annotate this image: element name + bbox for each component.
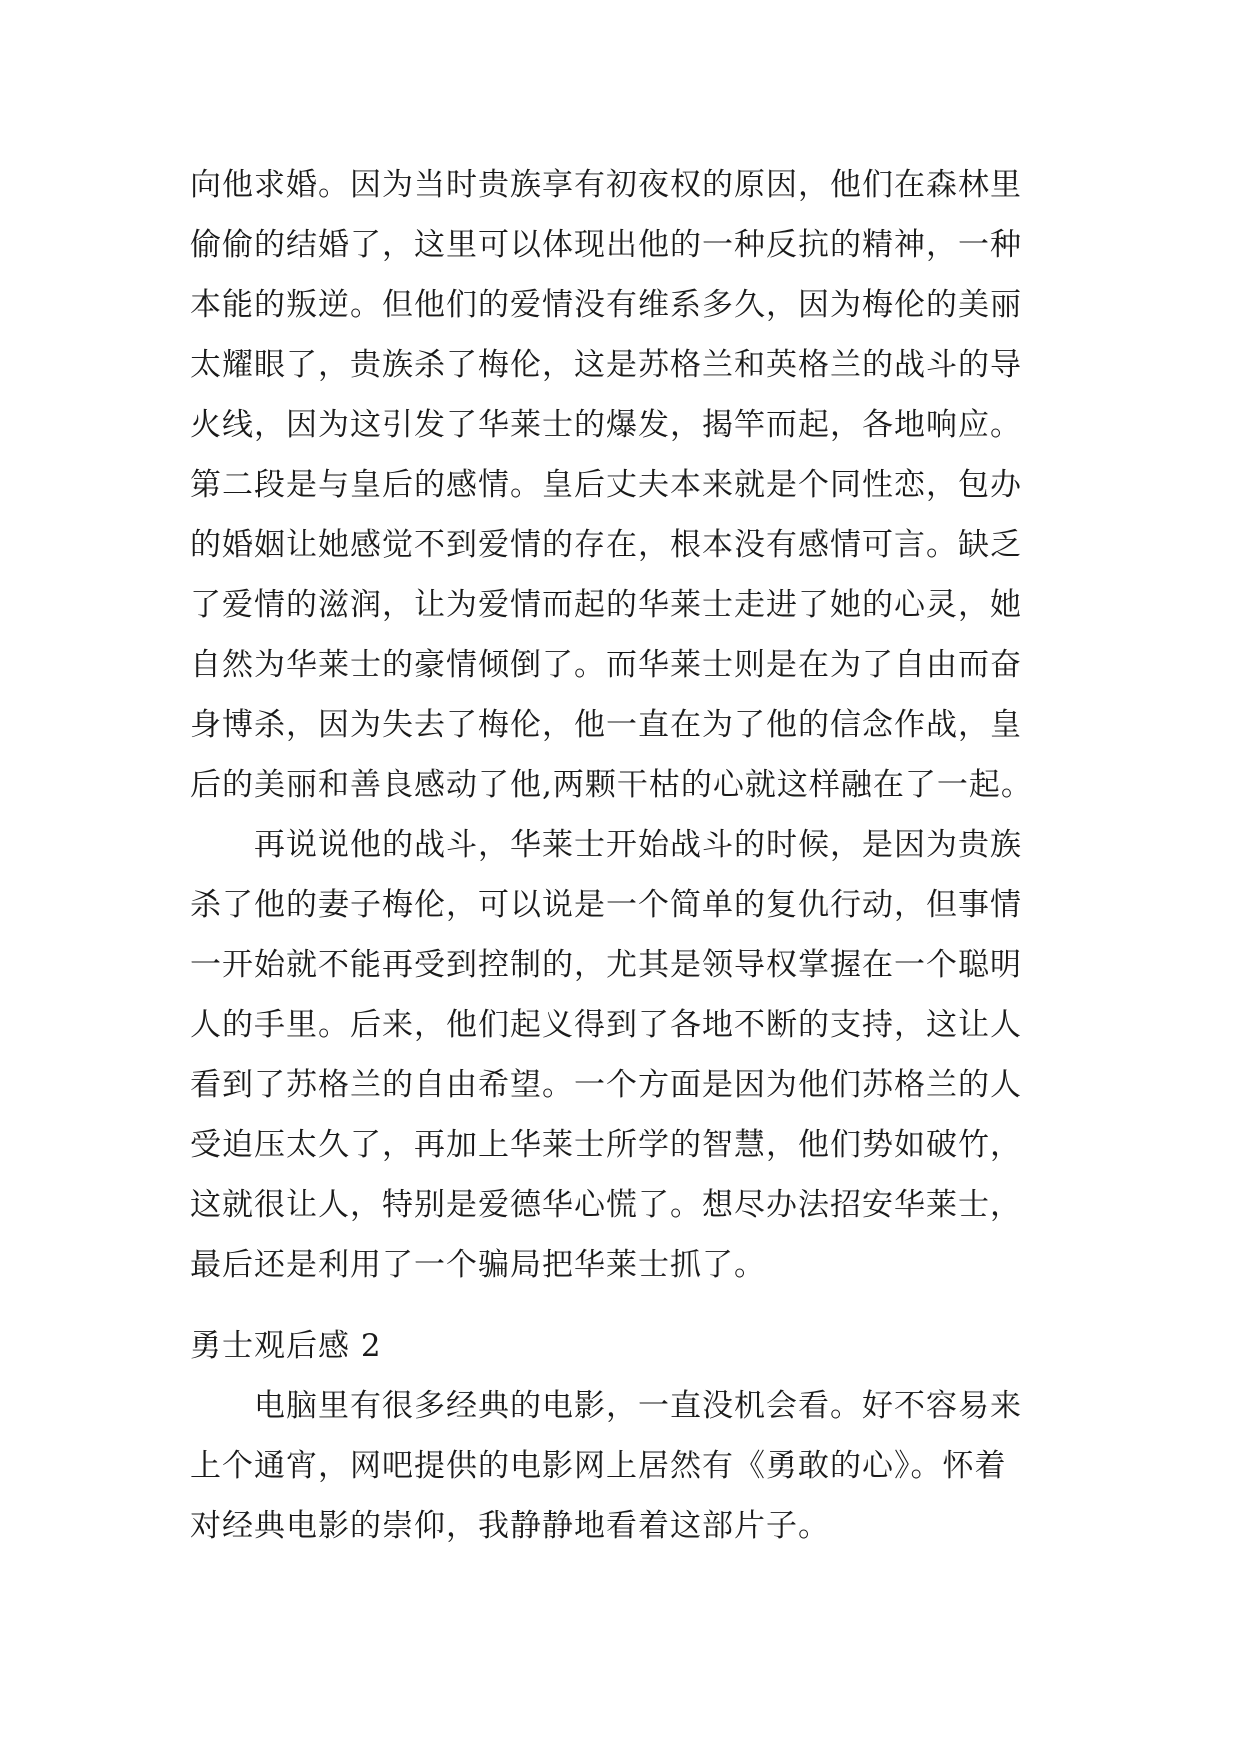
text-line: 杀了他的妻子梅伦，可以说是一个简单的复仇行动，但事情 bbox=[190, 887, 1022, 923]
text-line: 自然为华莱士的豪情倾倒了。而华莱士则是在为了自由而奋 bbox=[190, 647, 1022, 683]
text-line: 最后还是利用了一个骗局把华莱士抓了。 bbox=[190, 1247, 766, 1283]
text-line: 的婚姻让她感觉不到爱情的存在，根本没有感情可言。缺乏 bbox=[190, 527, 1022, 563]
text-line: 看到了苏格兰的自由希望。一个方面是因为他们苏格兰的人 bbox=[190, 1067, 1022, 1103]
text-line: 上个通宵，网吧提供的电影网上居然有《勇敢的心》。怀着 bbox=[190, 1448, 1007, 1484]
text-line: 后的美丽和善良感动了他,两颗干枯的心就这样融在了一起。 bbox=[190, 767, 1033, 803]
section-heading-block bbox=[190, 1316, 1050, 1376]
paragraph-1 bbox=[190, 155, 1050, 815]
text-line: 向他求婚。因为当时贵族享有初夜权的原因，他们在森林里 bbox=[190, 167, 1022, 203]
text-line: 一开始就不能再受到控制的，尤其是领导权掌握在一个聪明 bbox=[190, 947, 1022, 983]
paragraph-2 bbox=[190, 815, 1050, 1295]
text-line: 了爱情的滋润，让为爱情而起的华莱士走进了她的心灵，她 bbox=[190, 587, 1022, 623]
section-heading: 勇士观后感 2 bbox=[190, 1328, 382, 1364]
text-line: 火线，因为这引发了华莱士的爆发，揭竿而起，各地响应。 bbox=[190, 407, 1022, 443]
text-line: 人的手里。后来，他们起义得到了各地不断的支持，这让人 bbox=[190, 1007, 1022, 1043]
text-line: 偷偷的结婚了，这里可以体现出他的一种反抗的精神，一种 bbox=[190, 227, 1022, 263]
text-line: 这就很让人，特别是爱德华心慌了。想尽办法招安华莱士， bbox=[190, 1187, 1022, 1223]
text-line: 再说说他的战斗，华莱士开始战斗的时候，是因为贵族 bbox=[254, 827, 1022, 863]
text-line: 第二段是与皇后的感情。皇后丈夫本来就是个同性恋，包办 bbox=[190, 467, 1022, 503]
text-line: 受迫压太久了，再加上华莱士所学的智慧，他们势如破竹， bbox=[190, 1127, 1022, 1163]
text-line: 太耀眼了，贵族杀了梅伦，这是苏格兰和英格兰的战斗的导 bbox=[190, 347, 1022, 383]
paragraph-3 bbox=[190, 1376, 1050, 1556]
text-line: 本能的叛逆。但他们的爱情没有维系多久，因为梅伦的美丽 bbox=[190, 287, 1022, 323]
text-line: 身博杀，因为失去了梅伦，他一直在为了他的信念作战，皇 bbox=[190, 707, 1022, 743]
text-line: 对经典电影的崇仰，我静静地看着这部片子。 bbox=[190, 1508, 830, 1544]
text-line: 电脑里有很多经典的电影，一直没机会看。好不容易来 bbox=[254, 1388, 1022, 1424]
